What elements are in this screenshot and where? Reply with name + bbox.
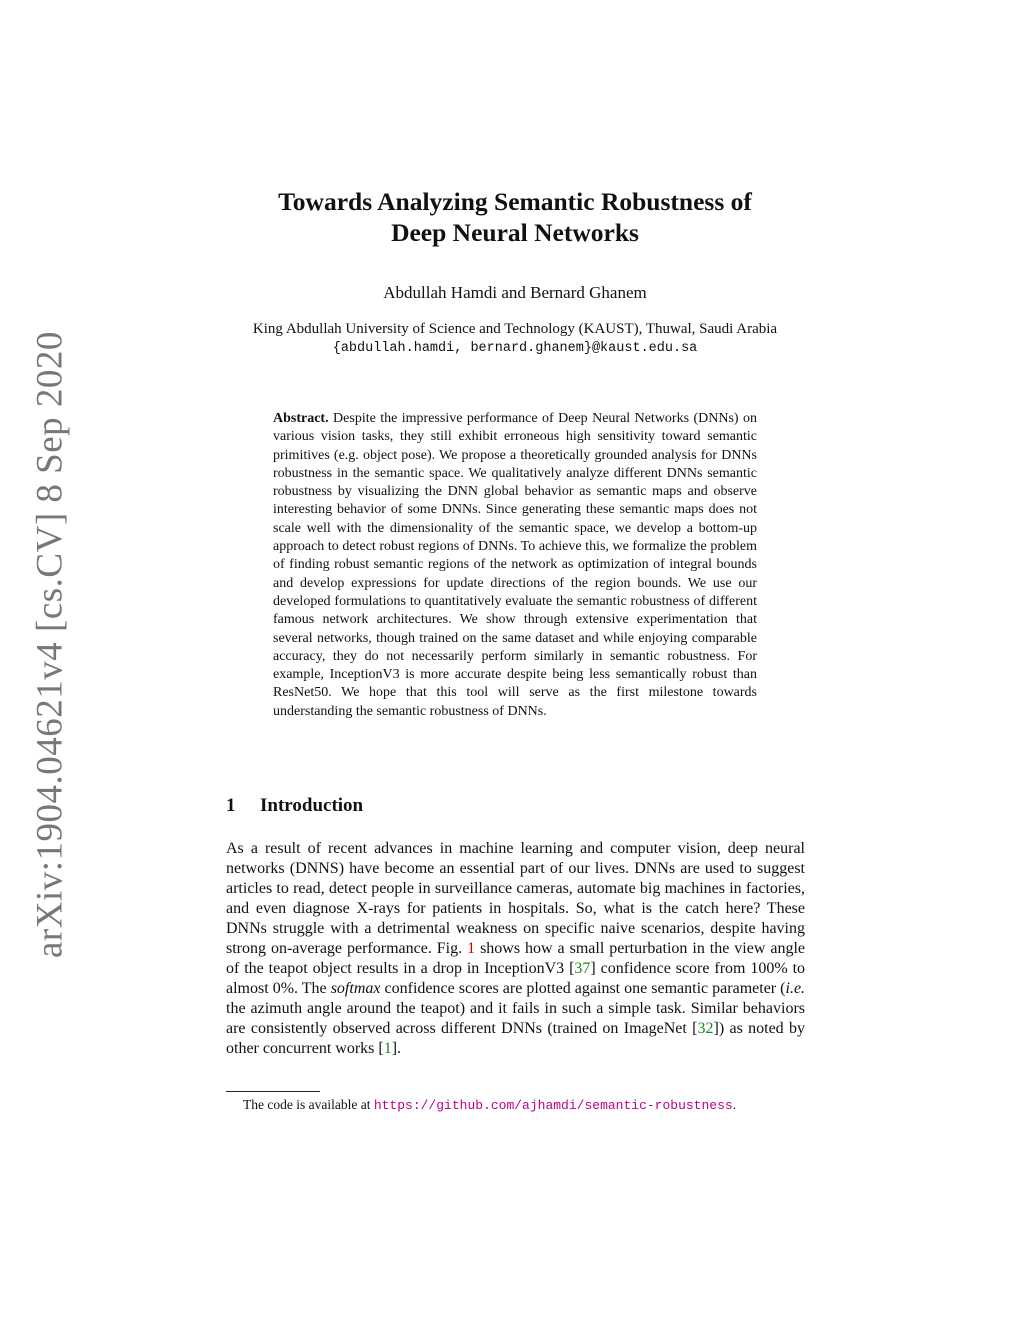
intro-text-3: confidence score from 100% to almost 0%. The (226, 960, 806, 997)
arxiv-identifier-stamp: arXiv:1904.04621v4 [cs.CV] 8 Sep 2020 (29, 331, 71, 959)
section-heading-introduction (226, 795, 363, 817)
intro-text-1: As a result of recent advances in machine learning and computer vision, deep neural networks (DNNS) have become an essential part of our lives. DNNs are used to suggest articles to read, detect people in surveillance cameras, automate big machines in factories, and even diagnose X-rays for patients in hospitals. So, what is the catch here? These DNNs struggle with a detrimental weakness on specific naive scenarios, despite having strong on-average performance. Fig. (226, 840, 805, 957)
paper-title-line-1: Towards Analyzing Semantic Robustness of (278, 187, 752, 216)
intro-text-6: ) as noted by other concurrent works (226, 1020, 806, 1057)
section-number: 1 (226, 795, 236, 816)
intro-text-2: shows how a small perturbation in the view angle of the teapot object results in a drop in InceptionV3 (226, 940, 806, 977)
affiliation-block (200, 319, 830, 359)
paper-title (200, 186, 830, 248)
paper-title-line-2: Deep Neural Networks (391, 218, 639, 247)
intro-text-4: confidence scores are plotted against one semantic parameter ( (384, 980, 786, 997)
footnote-divider (226, 1091, 320, 1092)
intro-text-5: the azimuth angle around the teapot) and it fails in such a simple task. Similar behaviors are consistently observed across different DNNs (trained on ImageNet (226, 1000, 805, 1037)
introduction-paragraph: As a result of recent advances in machine learning and computer vision, deep neural networks (DNNS) have become an essential part of our lives. DNNs are used to suggest articles to read, detect people in surveillance cameras, automate big machines in factories, and even diagnose X-rays for patients in hospitals. So, what is the catch here? These DNNs struggle with a detrimental weakness on specific naive scenarios, despite having strong on-average performance. Fig. 1 shows how a small perturbation in the view angle of the teapot object results in a drop in InceptionV3 [37] confidence score from 100% to almost 0%. The softmax confidence scores are plotted against one semantic parameter (i.e. the azimuth angle around the teapot) and it fails in such a simple task. Similar behaviors are consistently observed across different DNNs (trained on ImageNet [32]) as noted by other concurrent works [1]. (226, 840, 806, 1057)
footnote-prefix: The code is available at (243, 1097, 371, 1112)
author-list: Abdullah Hamdi and Bernard Ghanem (383, 283, 647, 302)
author-emails: {abdullah.hamdi, bernard.ghanem}@kaust.edu.sa (332, 341, 698, 356)
figure-reference-link[interactable]: 1 (467, 940, 476, 957)
footnote (243, 1096, 736, 1115)
intro-text-7: . (397, 1040, 402, 1057)
section-title: Introduction (260, 795, 364, 816)
citation-link-32[interactable]: 32 (697, 1020, 714, 1037)
affiliation: King Abdullah University of Science and Technology (KAUST), Thuwal, Saudi Arabia (252, 321, 778, 337)
citation-link-1[interactable]: 1 (383, 1040, 392, 1057)
citation-link-37[interactable]: 37 (574, 960, 591, 977)
footnote-suffix: . (732, 1097, 737, 1112)
abstract (273, 410, 757, 721)
abstract-label: Abstract. (273, 411, 329, 426)
abstract-text: Despite the impressive performance of Deep Neural Networks (DNNs) on various vision tasks, they still exhibit erroneous high sensitivity toward semantic primitives (e.g. object pose). We propose a theoretically grounded analysis for DNNs robustness in the semantic space. We qualitatively analyze different DNNs semantic robustness by visualizing the DNN global behavior as semantic maps and observe interesting behavior of some DNNs. Since generating these semantic maps does not scale well with the dimensionality of the semantic space, we develop a bottom-up approach to detect robust regions of DNNs. To achieve this, we formalize the problem of finding robust semantic regions of the network as optimization of integral bounds and develop expressions for update directions of the region bounds. We use our developed formulations to quantitatively evaluate the semantic robustness of different famous network architectures. We show through extensive experimentation that several networks, though trained on the same dataset and while enjoying comparable accuracy, they do not necessarily perform similarly in semantic robustness. For example, InceptionV3 is more accurate despite being less semantically robust than ResNet50. We hope that this tool will serve as the first milestone towards understanding the semantic robustness of DNNs. (273, 411, 757, 719)
softmax-term: softmax (330, 980, 381, 997)
ie-abbrev: i.e. (785, 980, 806, 997)
github-code-link[interactable]: https://github.com/ajhamdi/semantic-robustness (373, 1098, 733, 1113)
